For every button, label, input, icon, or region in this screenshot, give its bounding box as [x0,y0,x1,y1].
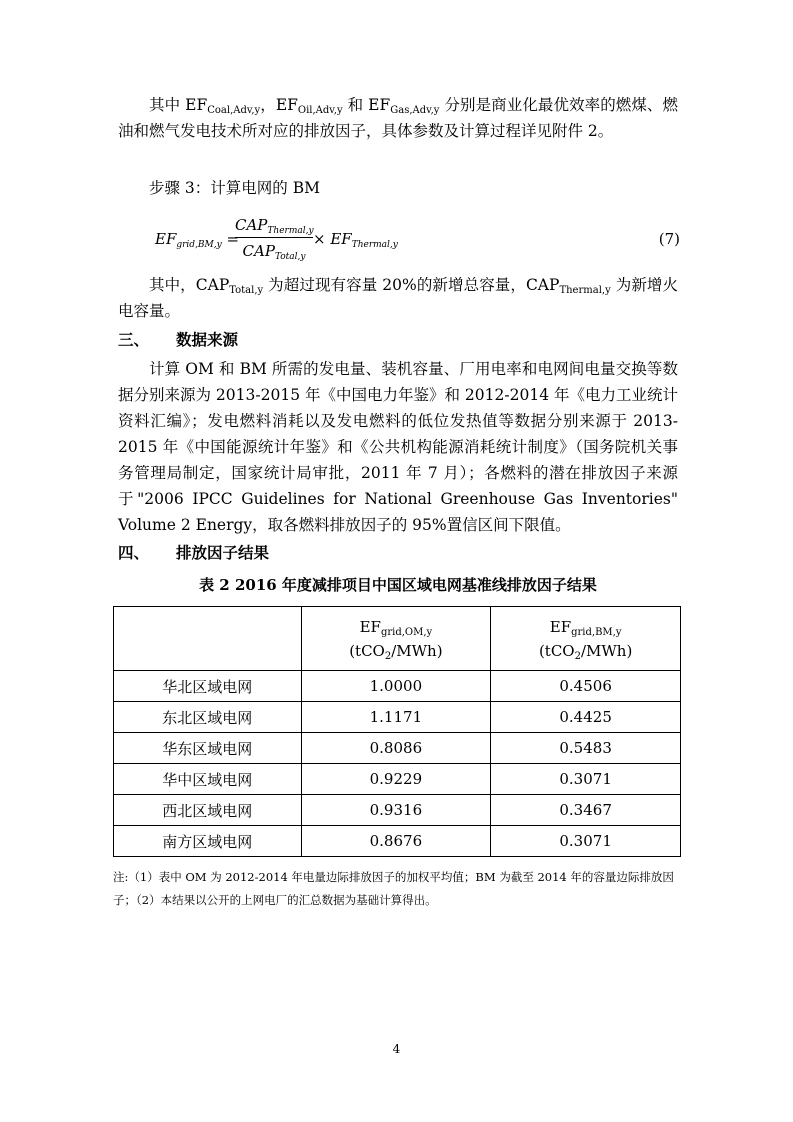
section-number: 三、 [118,330,150,349]
header-om-label: EF [359,617,381,636]
fraction-bar [235,237,313,238]
om-value-cell: 0.9316 [301,795,491,826]
header-om [301,607,491,671]
explain-text: 为超过现有容量 20%的新增总容量，CAP [263,276,560,294]
header-om-unit: (tCO [349,641,385,660]
grid-name-cell: 华东区域电网 [114,733,302,764]
intro-text: 和 EF [342,96,391,114]
formula-numerator-text: CAP [235,216,268,234]
step3-label: 步骤 3：计算电网的 BM [149,179,320,197]
grid-name-cell: 华中区域电网 [114,764,302,795]
explain-text: 为新增火电容量。 [118,276,678,320]
section-heading-4 [118,541,269,563]
formula-fraction [235,214,313,262]
om-value-cell: 0.8086 [301,733,491,764]
table-header-row [114,607,681,671]
bm-value-cell: 0.3467 [491,795,681,826]
intro-text: 其中 EF [149,96,208,114]
intro-text: ，EF [260,96,298,114]
formula-denominator-subscript: Total,y [274,252,306,262]
formula-7 [155,214,680,266]
grid-name-cell: 西北区域电网 [114,795,302,826]
om-value-cell: 0.9229 [301,764,491,795]
table-note: 注:（1）表中 OM 为 2012-2014 年电量边际排放因子的加权平均值；BM 为截至 2014 年的容量边际排放因子；（2）本结果以公开的上网电厂的汇总数据为基础计算得出。 [113,870,674,907]
grid-name-cell: 南方区域电网 [114,826,302,857]
table-row [114,702,681,733]
formula-lhs [155,230,239,248]
formula-numerator [235,214,313,236]
explain-text: 其中，CAP [149,276,230,294]
formula-lhs-subscript: grid,BM,y [176,240,222,250]
section-title: 排放因子结果 [176,543,270,562]
grid-name-cell: 东北区域电网 [114,702,302,733]
formula-denominator [235,240,313,262]
bm-value-cell: 0.5483 [491,733,681,764]
header-bm-unit-subscript: 2 [574,650,581,662]
formula-equals: = [221,230,240,248]
grid-name-cell: 华北区域电网 [114,671,302,702]
header-bm [491,607,681,671]
equation-number: (7) [658,230,680,248]
section-number: 四、 [118,543,150,562]
om-value-cell: 1.0000 [301,671,491,702]
table-row [114,671,681,702]
header-bm-label: EF [549,617,572,636]
formula-denominator-text: CAP [242,242,275,260]
intro-text: 分别是商业化最优效率的燃煤、燃油和燃气发电技术所对应的排放因子，具体参数及计算过程详见附件 2。 [118,96,678,140]
section-heading-3 [118,328,238,350]
explain-subscript: Thermal,y [559,285,611,296]
header-bm-unit: (tCO [538,641,575,660]
intro-subscript: Oil,Adv,y [297,105,343,116]
intro-subscript: Gas,Adv,y [390,105,440,116]
bm-value-cell: 0.4506 [491,671,681,702]
formula-rhs [313,230,398,248]
formula-rhs-subscript: Thermal,y [351,240,398,250]
formula-rhs-text: × EF [313,230,352,248]
bm-value-cell: 0.3071 [491,826,681,857]
header-empty-cell [114,607,302,671]
intro-subscript: Coal,Adv,y [207,105,261,116]
table-row [114,733,681,764]
table-caption: 表 2 2016 年度减排项目中国区域电网基准线排放因子结果 [199,576,597,594]
table-row [114,764,681,795]
table-row [114,795,681,826]
explain-paragraph [118,272,678,324]
header-om-unit-subscript: 2 [384,650,392,662]
formula-lhs-text: EF [155,230,177,248]
intro-paragraph [118,92,678,144]
om-value-cell: 1.1171 [301,702,491,733]
emission-factor-table [113,606,681,857]
page-number: 4 [392,1042,401,1056]
header-bm-unit: /MWh) [580,641,633,660]
bm-value-cell: 0.4425 [491,702,681,733]
header-bm-subscript: grid,BM,y [571,626,622,638]
bm-value-cell: 0.3071 [491,764,681,795]
table-row [114,826,681,857]
om-value-cell: 0.8676 [301,826,491,857]
header-om-unit: /MWh) [391,641,443,660]
section-title: 数据来源 [176,330,239,349]
explain-subscript: Total,y [229,285,264,296]
header-om-subscript: grid,OM,y [380,626,433,638]
data-source-paragraph: 计算 OM 和 BM 所需的发电量、装机容量、厂用电率和电网间电量交换等数据分别来源为 2013-2015 年《中国电力年鉴》和 2012-2014 年《电力工业统计资料汇编》；发电燃料消耗以及发电燃料的低位发热值等数据分别来源于 2013-2015 年《中国能源统计年鉴》和《公共机构能源消耗统计制度》（国务院机关事务管理局制定，国家统计局审批，2011 年 7 月）；各燃料的潜在排放因子来源于"2006 IPCC Guidelines for National Greenhouse Gas Inventories" Volume 2 Energy，取各燃料排放因子的 95%置信区间下限值。 [118,360,678,534]
formula-numerator-subscript: Thermal,y [267,226,314,236]
